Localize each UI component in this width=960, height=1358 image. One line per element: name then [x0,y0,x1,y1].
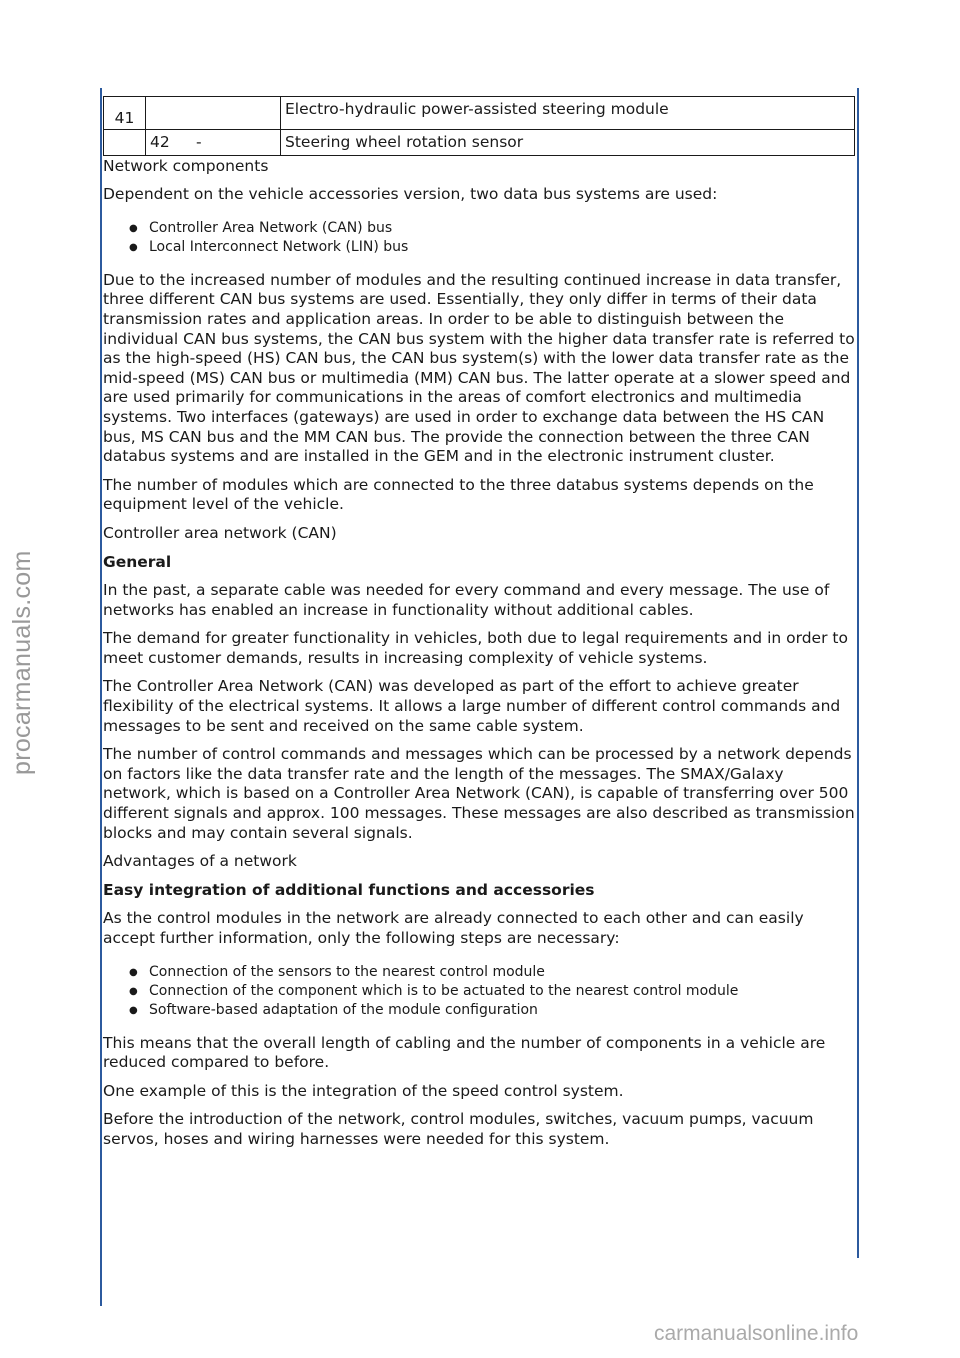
bus-systems-list [103,219,855,257]
list-item: ● Local Interconnect Network (LIN) bus [149,238,855,257]
document-body [103,96,855,1159]
table-row [104,97,855,130]
section-label-network-components: Network components [103,156,269,175]
heading-general: General [103,552,172,571]
list-item: ● Controller Area Network (CAN) bus [149,219,855,238]
paragraph: Dependent on the vehicle accessories version, two data bus systems are used: [103,185,718,204]
table-cell-number [146,129,281,155]
paragraph: The demand for greater functionality in vehicles, both due to legal requirements and in order to meet customer demands, results in increasing complexity of vehicle systems. [103,629,848,667]
table-cell-number [146,97,281,130]
table-cell-description: Electro-hydraulic power-assisted steering module [281,97,855,130]
paragraph: The number of modules which are connected to the three databus systems depends on the equipment level of the vehicle. [103,475,814,514]
paragraph: Due to the increased number of modules and the resulting continued increase in data transfer, three different CAN bus systems are used. Essentially, they only differ in terms of their data transmission rates and application areas. In order to be able to distinguish between the individual CAN bus systems, the CAN bus system with the higher data transfer rate is referred to as the high-speed (HS) CAN bus, the CAN bus system(s) with the lower data transfer rate as the mid-speed (MS) CAN bus or multimedia (MM) CAN bus. The latter operate at a slower speed and are used primarily for communications in the areas of comfort electronics and multimedia systems. Two interfaces (gateways) are used in order to exchange data between the HS CAN bus, MS CAN bus and the MM CAN bus. The provide the connection between the three CAN databus systems and are installed in the GEM and in the electronic instrument cluster. [103,270,855,466]
table-cell-index [104,129,146,155]
paragraph: In the past, a separate cable was needed for every command and every message. The use of networks has enabled an increase in functionality without additional cables. [103,581,830,619]
page-left-rule [100,88,102,1306]
paragraph: One example of this is the integration of the speed control system. [103,1081,624,1100]
section-label-can: Controller area network (CAN) [103,523,337,542]
part-mark: - [196,132,202,151]
list-item: ● Connection of the component which is to be actuated to the nearest control module [149,982,855,1001]
integration-steps-list [103,963,855,1020]
paragraph: This means that the overall length of cabling and the number of components in a vehicle are reduced compared to before. [103,1033,826,1072]
table-row [104,129,855,155]
table-cell-description: Steering wheel rotation sensor [281,129,855,155]
side-watermark: procarmanuals.com [8,550,36,775]
paragraph: Before the introduction of the network, control modules, switches, vacuum pumps, vacuum servos, hoses and wiring harnesses were needed for this system. [103,1110,814,1148]
table-cell-index: 41 [104,97,146,130]
section-label-advantages: Advantages of a network [103,852,297,871]
heading-easy-integration: Easy integration of additional functions and accessories [103,880,595,899]
parts-table [103,96,855,156]
paragraph: The Controller Area Network (CAN) was developed as part of the effort to achieve greater flexibility of the electrical systems. It allows a large number of different control commands and messages to be sent and received on the same cable system. [103,677,841,735]
paragraph: The number of control commands and messages which can be processed by a network depends on factors like the data transfer rate and the length of the messages. The SMAX/Galaxy network, which is based on a Controller Area Network (CAN), is capable of transferring over 500 different signals and approx. 100 messages. These messages are also described as transmission blocks and may contain several signals. [103,745,855,842]
list-item: ● Connection of the sensors to the nearest control module [149,963,855,982]
part-number: 42 [150,132,170,151]
paragraph: As the control modules in the network are already connected to each other and can easily accept further information, only the following steps are necessary: [103,909,804,947]
footer-watermark: carmanualsonline.info [654,1322,859,1345]
list-item: ● Software-based adaptation of the module configuration [149,1001,855,1020]
page-right-rule [857,88,859,1258]
